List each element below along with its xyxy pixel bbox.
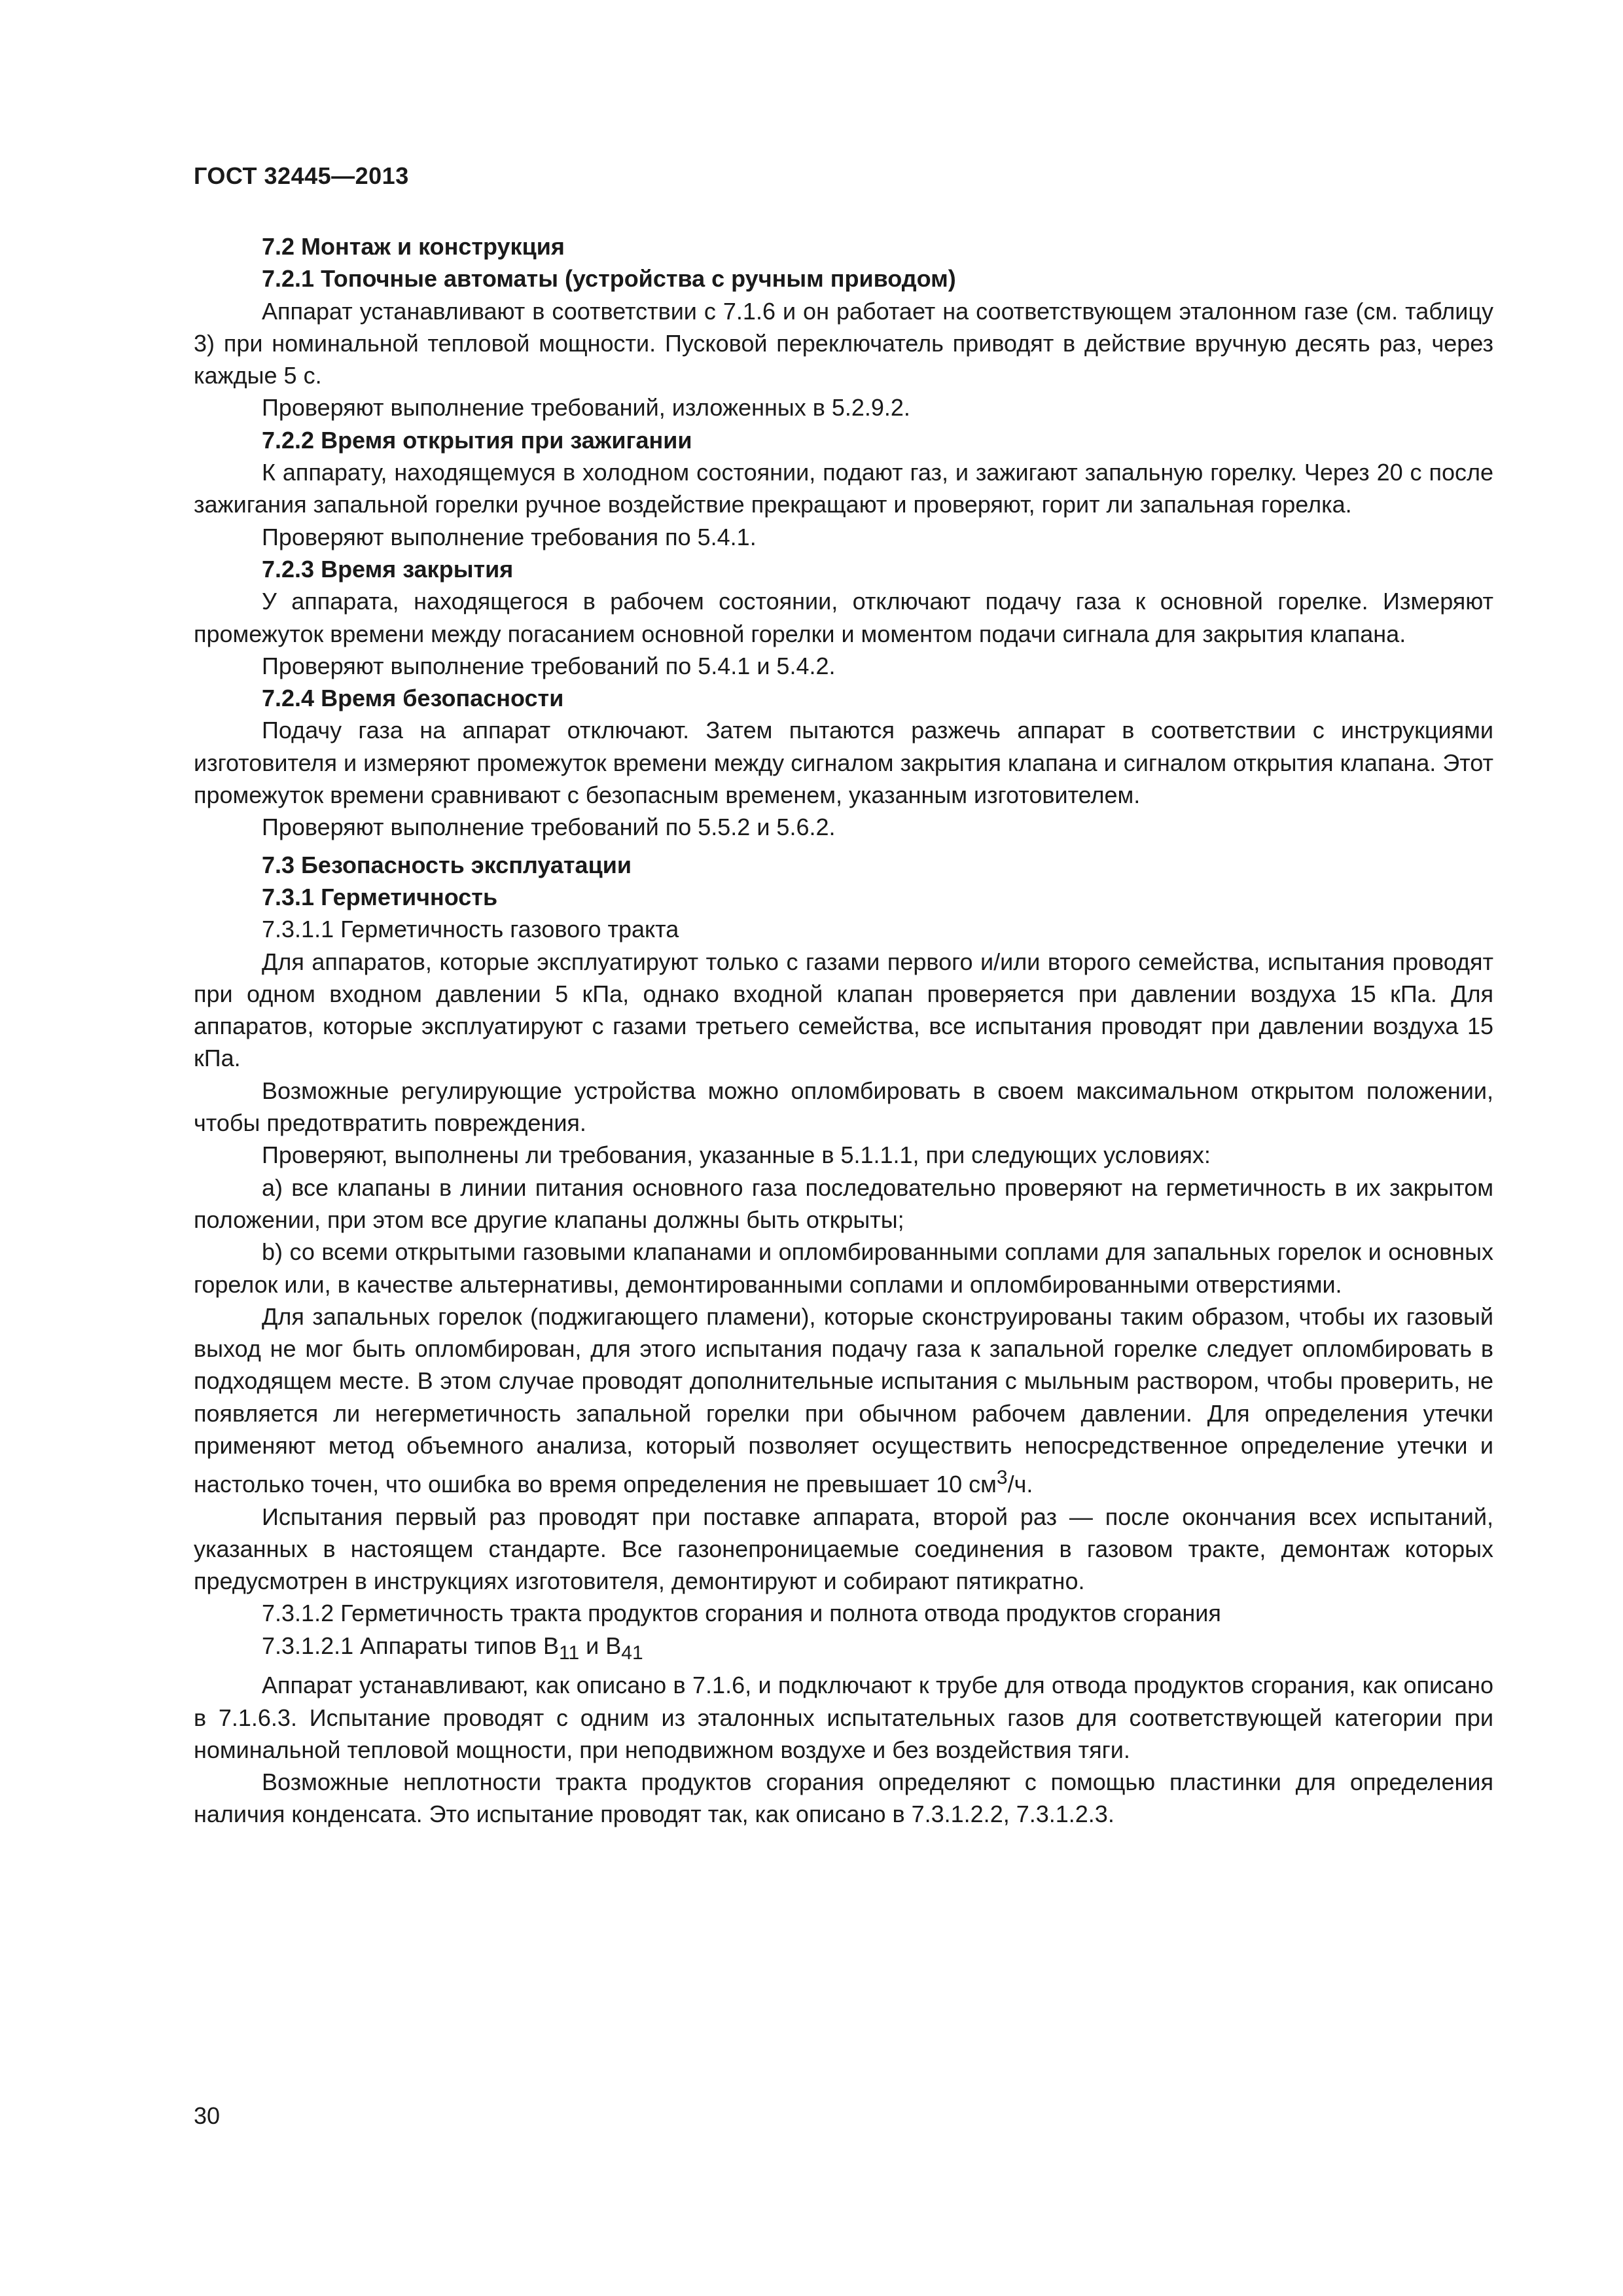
paragraph xyxy=(194,1300,1493,1501)
paragraph: Проверяют выполнение требований по 5.5.2 и 5.6.2. xyxy=(262,814,836,841)
subscript: 11 xyxy=(559,1641,580,1664)
paragraph: Подачу газа на аппарат отключают. Затем пытаются разжечь аппарат в соответствии с инструкциями изготовителя и измеряют промежуток времени между сигналом закрытия клапана и сигналом открытия клапана. Этот промежуток времени сравнивают с безопасным временем, указанным изготовителем. xyxy=(194,717,1493,809)
paragraph: Проверяют, выполнены ли требования, указанные в 5.1.1.1, при следующих условиях: xyxy=(262,1141,1211,1169)
paragraph: Аппарат устанавливают, как описано в 7.1.6, и подключают к трубе для отвода продуктов сгорания, как описано в 7.1.6.3. Испытание проводят с одним из эталонных испытательных газов для соответствующей категории при номинальной тепловой мощности, при неподвижном воздухе и без воздействия тяги. xyxy=(194,1672,1493,1763)
paragraph: Проверяют выполнение требований по 5.4.1 и 5.4.2. xyxy=(262,652,836,679)
subclause-7-3-1-2: 7.3.1.2 Герметичность тракта продуктов сгорания и полнота отвода продуктов сгорания xyxy=(262,1600,1221,1627)
heading-7-2-1: 7.2.1 Топочные автоматы (устройства с ручным приводом) xyxy=(262,265,956,293)
list-item-a: a) все клапаны в линии питания основного газа последовательно проверяют на герметичность в их закрытом положении, при этом все другие клапаны должны быть открыты; xyxy=(194,1174,1493,1233)
paragraph: Возможные регулирующие устройства можно опломбировать в своем максимальном открытом положении, чтобы предотвратить повреждения. xyxy=(194,1077,1493,1137)
heading-7-2-3: 7.2.3 Время закрытия xyxy=(262,555,514,583)
paragraph: Возможные неплотности тракта продуктов сгорания определяют с помощью пластинки для определения наличия конденсата. Это испытание проводят так, как описано в 7.3.1.2.2, 7.3.1.2.3. xyxy=(194,1768,1493,1828)
paragraph-text: Для запальных горелок (поджигающего пламени), которые сконструированы таким образом, чтобы их газовый выход не мог быть опломбирован, для этого испытания подачу газа к запальной горелке следует опломбировать в подходящем месте. В этом случае проводят дополнительные испытания с мыльным раствором, чтобы проверить, не появляется ли негерметичность запальной горелки при обычном рабочем давлении. Для определения утечки применяют метод объемного анализа, который позволяет осуществить непосредственное определение утечки и настолько точен, что ошибка во время определения не превышает 10 см xyxy=(194,1302,1493,1498)
heading-7-2: 7.2 Монтаж и конструкция xyxy=(262,233,565,260)
superscript: 3 xyxy=(996,1467,1008,1489)
subclause-mid: и B xyxy=(579,1632,622,1659)
paragraph: Для аппаратов, которые эксплуатируют только с газами первого и/или второго семейства, испытания проводят при одном входном давлении 5 кПа, однако входной клапан проверяется при давлении воздуха 15 кПа. Для аппаратов, которые эксплуатируют с газами третьего семейства, все испытания проводят при давлении воздуха 15 кПа. xyxy=(194,948,1493,1072)
document-header: ГОСТ 32445—2013 xyxy=(194,162,409,189)
paragraph: Проверяют выполнение требований, изложенных в 5.2.9.2. xyxy=(262,394,910,422)
subclause-text: 7.3.1.2.1 Аппараты типов B xyxy=(262,1632,560,1659)
paragraph: Аппарат устанавливают в соответствии с 7.1.6 и он работает на соответствующем эталонном газе (см. таблицу 3) при номинальной тепловой мощности. Пусковой переключатель приводят в действие вручную десять раз, через каждые 5 с. xyxy=(194,297,1493,389)
subclause-7-3-1-1: 7.3.1.1 Герметичность газового тракта xyxy=(262,916,679,943)
paragraph: К аппарату, находящемуся в холодном состоянии, подают газ, и зажигают запальную горелку. Через 20 с после зажигания запальной горелки ручное воздействие прекращают и проверяют, горит ли запальная горелка. xyxy=(194,459,1493,518)
list-item-b: b) со всеми открытыми газовыми клапанами и опломбированными соплами для запальных горелок и основных горелок или, в качестве альтернативы, демонтированными соплами и опломбированными отверстиями. xyxy=(194,1238,1493,1298)
paragraph: Проверяют выполнение требования по 5.4.1. xyxy=(262,523,757,550)
subclause-7-3-1-2-1 xyxy=(194,1630,1493,1669)
heading-7-3-1: 7.3.1 Герметичность xyxy=(262,883,498,910)
paragraph: Испытания первый раз проводят при поставке аппарата, второй раз — после окончания всех испытаний, указанных в настоящем стандарте. Все газонепроницаемые соединения в газовом тракте, демонтаж которых предусмотрен в инструкциях изготовителя, демонтируют и собирают пятикратно. xyxy=(194,1503,1493,1595)
heading-7-2-2: 7.2.2 Время открытия при зажигании xyxy=(262,426,692,454)
paragraph: У аппарата, находящегося в рабочем состоянии, отключают подачу газа к основной горелке. Измеряют промежуток времени между погасанием основной горелки и моментом подачи сигнала для закрытия клапана. xyxy=(194,588,1493,647)
document-body xyxy=(194,230,1493,1831)
page-number: 30 xyxy=(194,2102,221,2129)
paragraph-tail: /ч. xyxy=(1007,1471,1033,1498)
subscript: 41 xyxy=(621,1641,643,1664)
heading-7-2-4: 7.2.4 Время безопасности xyxy=(262,685,564,712)
heading-7-3: 7.3 Безопасность эксплуатации xyxy=(262,851,632,878)
